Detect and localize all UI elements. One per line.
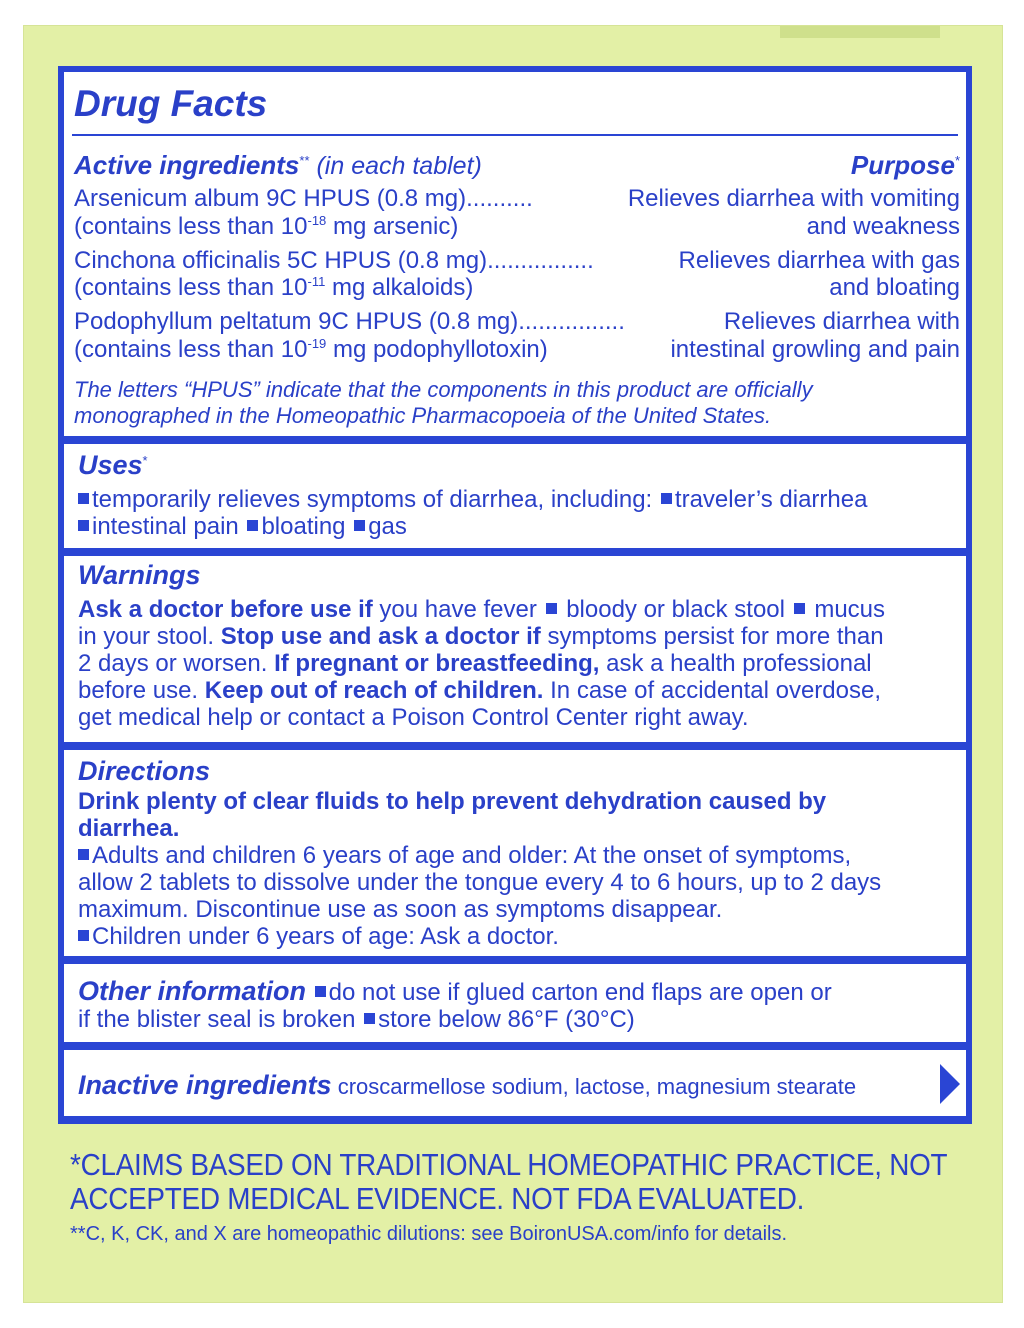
- ingredient-purpose-cont: and bloating: [829, 274, 960, 301]
- hpus-note-line1: The letters “HPUS” indicate that the components in this product are officially: [74, 377, 813, 402]
- ingredient-purpose-cont: intestinal growling and pain: [670, 336, 960, 363]
- warnings-heading: Warnings: [78, 560, 201, 590]
- purpose-heading: Purpose*: [850, 150, 960, 180]
- bullet-icon: [78, 849, 89, 860]
- active-ingredients-heading: Active ingredients** (in each tablet): [74, 150, 482, 180]
- ingredient-purpose: Relieves diarrhea with: [723, 308, 960, 335]
- directions-section: [64, 750, 966, 956]
- uses-line2: intestinal pain bloating gas: [76, 513, 407, 540]
- claims-line2: ACCEPTED MEDICAL EVIDENCE. NOT FDA EVALUATED.: [70, 1181, 805, 1216]
- uses-section: [64, 444, 966, 548]
- bullet-icon: [78, 520, 89, 531]
- ingredient-content: (contains less than $10^{-11}$ mg alkaloids): [74, 274, 474, 301]
- directions-child-line: Children under 6 years of age: Ask a doctor.: [76, 923, 559, 950]
- uses-line1: temporarily relieves symptoms of diarrhea, including: traveler’s diarrhea: [76, 486, 867, 513]
- ingredient-name: Cinchona officinalis 5C HPUS (0.8 mg)................: [74, 247, 594, 274]
- claims-line1: *CLAIMS BASED ON TRADITIONAL HOMEOPATHIC PRACTICE, NOT: [70, 1147, 948, 1182]
- ingredient-purpose: Relieves diarrhea with vomiting: [627, 185, 960, 212]
- hpus-note-line2: monographed in the Homeopathic Pharmacopoeia of the United States.: [74, 403, 772, 428]
- bullet-icon: [364, 1013, 375, 1024]
- directions-heading: Directions: [78, 756, 211, 786]
- directions-adult-line3: maximum. Discontinue use as soon as symptoms disappear.: [78, 896, 723, 923]
- dilutions-note: **C, K, CK, and X are homeopathic dilutions: see BoironUSA.com/info for details.: [70, 1223, 788, 1245]
- active-ingredients-section: [64, 72, 966, 436]
- directions-adult-line1: Adults and children 6 years of age and older: At the onset of symptoms,: [76, 842, 851, 869]
- inactive-ingredients-section: [64, 1050, 966, 1116]
- ingredient-purpose-cont: and weakness: [806, 213, 960, 240]
- warnings-line1: Ask a doctor before use if you have fever bloody or black stool mucus: [78, 596, 886, 623]
- warnings-line2: in your stool. Stop use and ask a doctor if symptoms persist for more than: [78, 623, 884, 650]
- title-rule: [72, 134, 958, 136]
- bullet-icon: [78, 930, 89, 941]
- ingredient-name: Podophyllum peltatum 9C HPUS (0.8 mg)................: [74, 308, 625, 335]
- right-triangle-icon: [940, 1064, 960, 1104]
- directions-fluids-line2: diarrhea.: [78, 815, 180, 842]
- carton-flap-edge: [780, 26, 940, 38]
- warnings-line4: before use. Keep out of reach of children. In case of accidental overdose,: [78, 677, 882, 704]
- ingredient-name: Arsenicum album 9C HPUS (0.8 mg)..........: [74, 185, 533, 212]
- drug-facts-panel: [58, 66, 972, 1124]
- other-info-line1: Other information do not use if glued carton end flaps are open or: [78, 976, 832, 1006]
- inactive-ingredients-line: Inactive ingredients croscarmellose sodium, lactose, magnesium stearate: [78, 1070, 857, 1100]
- bullet-icon: [661, 493, 672, 504]
- drug-facts-title: Drug Facts: [74, 83, 268, 124]
- ingredient-purpose: Relieves diarrhea with gas: [678, 247, 960, 274]
- bullet-icon: [794, 603, 805, 614]
- other-info-line2: if the blister seal is broken store below 86°F (30°C): [78, 1006, 635, 1033]
- other-information-section: [64, 964, 966, 1042]
- ingredient-content: (contains less than $10^{-18}$ mg arsenic): [74, 213, 459, 240]
- bullet-icon: [247, 520, 258, 531]
- uses-heading: Uses*: [78, 450, 148, 480]
- bullet-icon: [78, 493, 89, 504]
- bullet-icon: [315, 986, 326, 997]
- bullet-icon: [354, 520, 365, 531]
- warnings-line5: get medical help or contact a Poison Control Center right away.: [78, 704, 749, 731]
- ingredient-content: (contains less than $10^{-19}$ mg podophyllotoxin): [74, 336, 548, 363]
- bullet-icon: [546, 603, 557, 614]
- warnings-line3: 2 days or worsen. If pregnant or breastfeeding, ask a health professional: [78, 650, 872, 677]
- warnings-section: [64, 556, 966, 742]
- directions-fluids-line1: Drink plenty of clear fluids to help prevent dehydration caused by: [78, 788, 827, 815]
- directions-adult-line2: allow 2 tablets to dissolve under the tongue every 4 to 6 hours, up to 2 days: [78, 869, 882, 896]
